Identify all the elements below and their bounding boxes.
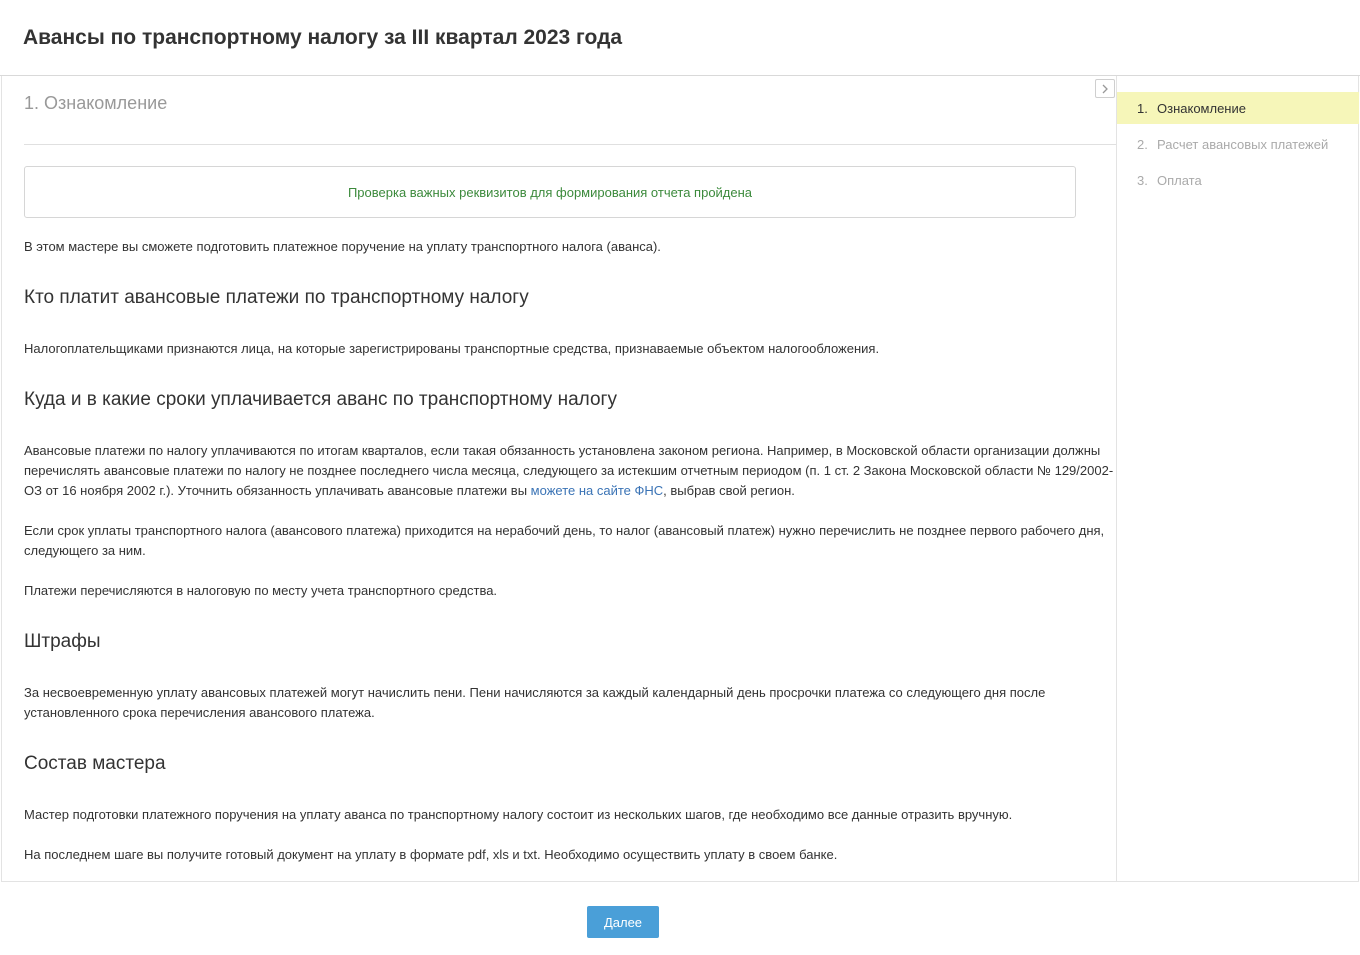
step-label: Ознакомление	[1157, 100, 1246, 116]
step-number: 2.	[1137, 136, 1148, 152]
footer-bar	[0, 882, 1360, 955]
step-label: Оплата	[1157, 172, 1202, 188]
step-item-introduction[interactable]	[1117, 92, 1359, 124]
next-button[interactable]: Далее	[587, 906, 659, 938]
paragraph-text: Авансовые платежи по налогу уплачиваются по итогам кварталов, если такая обязанность установлена законом региона. Например, в Московской области организации должны перечислять авансовые платежи по налогу не позднее последнего числа месяца, следующего за истекшим отчетным периодом (п. 1 ст. 2 Закона Московской области № 129/2002-ОЗ от 16 ноября 2002 г.). Уточнить обязанность уплачивать авансовые платежи вы	[24, 443, 1114, 498]
validation-notice-text: Проверка важных реквизитов для формирования отчета пройдена	[347, 184, 753, 200]
step-number: 1.	[1137, 100, 1148, 116]
intro-text: В этом мастере вы сможете подготовить платежное поручение на уплату транспортного налога (аванса).	[24, 239, 661, 254]
section-text-where-when-2: Если срок уплаты транспортного налога (авансового платежа) приходится на нерабочий день, то налог (авансовый платеж) нужно перечислить не позднее первого рабочего дня, следующего за ним.	[24, 523, 1105, 558]
wizard-content	[2, 76, 1116, 881]
section-heading-who-pays: Кто платит авансовые платежи по транспортному налогу	[24, 287, 529, 308]
fns-site-link[interactable]: можете на сайте ФНС	[530, 483, 664, 498]
step-number: 3.	[1137, 172, 1148, 188]
section-text-who-pays: Налогоплательщиками признаются лица, на которые зарегистрированы транспортные средства, признаваемые объектом налогообложения.	[24, 341, 880, 356]
section-heading-penalties: Штрафы	[24, 631, 101, 652]
section-text-wizard-composition-2: На последнем шаге вы получите готовый документ на уплату в формате pdf, xls и txt. Необходимо осуществить уплату в своем банке.	[24, 847, 838, 862]
chevron-right-icon	[1101, 84, 1109, 94]
section-heading-wizard-composition: Состав мастера	[24, 753, 166, 774]
step-item-calculation[interactable]	[1117, 128, 1359, 160]
section-heading-where-when: Куда и в какие сроки уплачивается аванс по транспортному налогу	[24, 389, 617, 410]
step-heading: 1. Ознакомление	[24, 93, 168, 113]
divider	[24, 144, 1116, 145]
header-bar	[0, 0, 1360, 76]
steps-list	[1117, 92, 1359, 200]
steps-sidebar	[1116, 76, 1359, 881]
section-text-penalties: За несвоевременную уплату авансовых платежей могут начислить пени. Пени начисляются за каждый календарный день просрочки платежа со следующего дня после установленного срока перечисления авансового платежа.	[24, 685, 1046, 720]
step-label: Расчет авансовых платежей	[1157, 136, 1329, 152]
step-item-payment[interactable]	[1117, 164, 1359, 196]
validation-notice	[24, 166, 1076, 218]
section-text-where-when-3: Платежи перечисляются в налоговую по месту учета транспортного средства.	[24, 583, 498, 598]
section-text-wizard-composition-1: Мастер подготовки платежного поручения на уплату аванса по транспортному налогу состоит из нескольких шагов, где необходимо все данные отразить вручную.	[24, 807, 1013, 822]
wizard-frame	[1, 76, 1359, 882]
section-text-where-when-1	[24, 441, 1116, 501]
paragraph-text: , выбрав свой регион.	[663, 483, 795, 498]
collapse-sidebar-button[interactable]	[1095, 79, 1115, 98]
page-title: Авансы по транспортному налогу за III квартал 2023 года	[23, 26, 623, 49]
